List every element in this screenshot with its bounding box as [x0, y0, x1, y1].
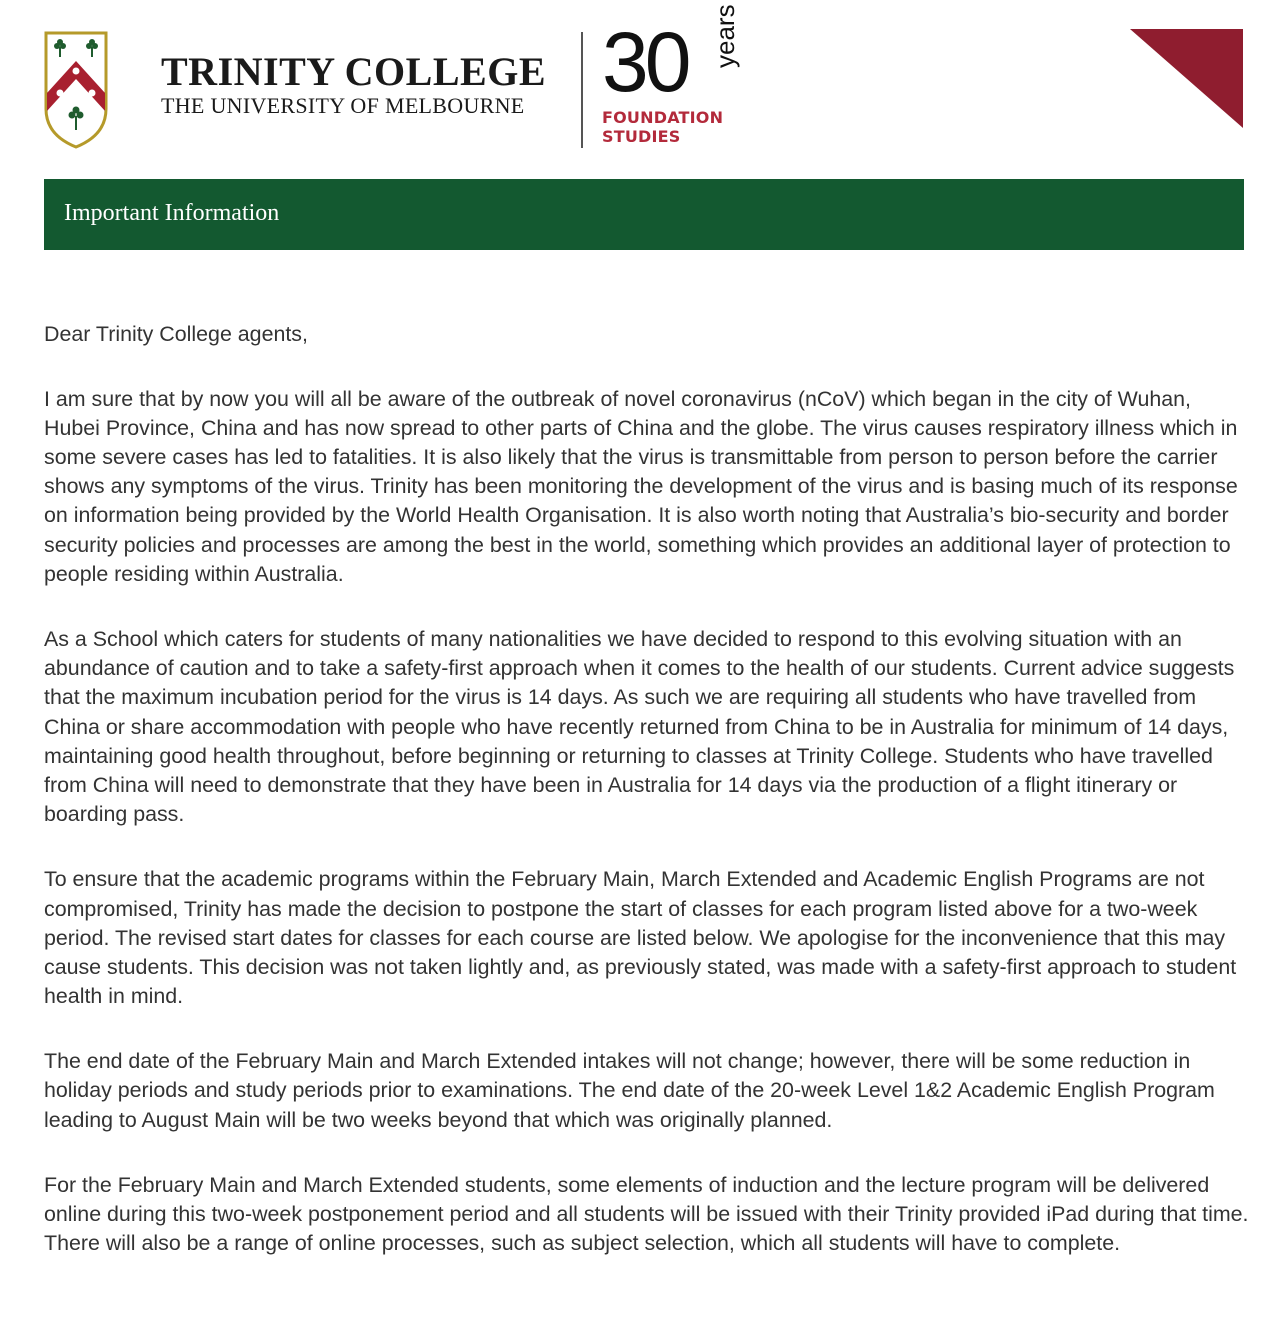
anniversary-logo: [600, 4, 740, 152]
letter-paragraph: As a School which caters for students of many nationalities we have decided to respond to this evolving situation with an abundance of caution and to take a safety-first approach when it comes to the health of our students. Current advice suggests that the maximum incubation period for the virus is 14 days. As such we are requiring all students who have travelled from China or share accommodation with people who have recently returned from China to be in Australia for minimum of 14 days, maintaining good health throughout, before beginning or returning to classes at Trinity College. Students who have travelled from China will need to demonstrate that they have been in Australia for 14 days via the production of a flight itinerary or boarding pass.: [44, 627, 1235, 826]
corner-triangle-decoration: [1130, 29, 1243, 128]
letter-paragraph: To ensure that the academic programs within the February Main, March Extended and Academic English Programs are not compromised, Trinity has made the decision to postpone the start of classes for each program listed above for a two-week period. The revised start dates for classes for each course are listed below. We apologise for the inconvenience that this may cause students. This decision was not taken lightly and, as previously stated, was made with a safety-first approach to student health in mind.: [44, 867, 1237, 1008]
email-header: [44, 4, 1244, 152]
letter-body: [44, 320, 1249, 1295]
college-name: TRINITY COLLEGE: [161, 49, 546, 94]
program-label-studies: STUDIES: [602, 127, 681, 146]
letter-paragraph: I am sure that by now you will all be aware of the outbreak of novel coronavirus (nCoV) which began in the city of Wuhan, Hubei Province, China and has now spread to other parts of China and the globe. The virus causes respiratory illness which in some severe cases has led to fatalities. It is also likely that the virus is transmittable from person to person before the carrier shows any symptoms of the virus. Trinity has been monitoring the development of the virus and is basing much of its response on information being provided by the World Health Organisation. It is also worth noting that Australia’s bio-security and border security policies and processes are among the best in the world, something which provides an additional layer of protection to people residing within Australia.: [44, 387, 1238, 586]
anniversary-number: 30: [602, 15, 688, 109]
anniversary-unit: years: [710, 4, 740, 68]
letter-greeting: Dear Trinity College agents,: [44, 322, 308, 346]
program-label-foundation: FOUNDATION: [602, 108, 724, 127]
letter-paragraph: For the February Main and March Extended students, some elements of induction and the lecture program will be delivered online during this two-week postponement period and all students will be issued with their Trinity provided iPad during that time. There will also be a range of online processes, such as subject selection, which all students will have to complete.: [44, 1173, 1249, 1256]
university-name: THE UNIVERSITY OF MELBOURNE: [161, 93, 525, 118]
logo-divider: [581, 32, 583, 148]
important-information-banner: [44, 179, 1244, 250]
banner-title: Important Information: [64, 200, 280, 226]
college-wordmark: [161, 50, 546, 118]
college-crest-icon: [44, 31, 108, 149]
letter-paragraph: The end date of the February Main and March Extended intakes will not change; however, there will be some reduction in holiday periods and study periods prior to examinations. The end date of the 20-week Level 1&2 Academic English Program leading to August Main will be two weeks beyond that which was originally planned.: [44, 1049, 1215, 1132]
